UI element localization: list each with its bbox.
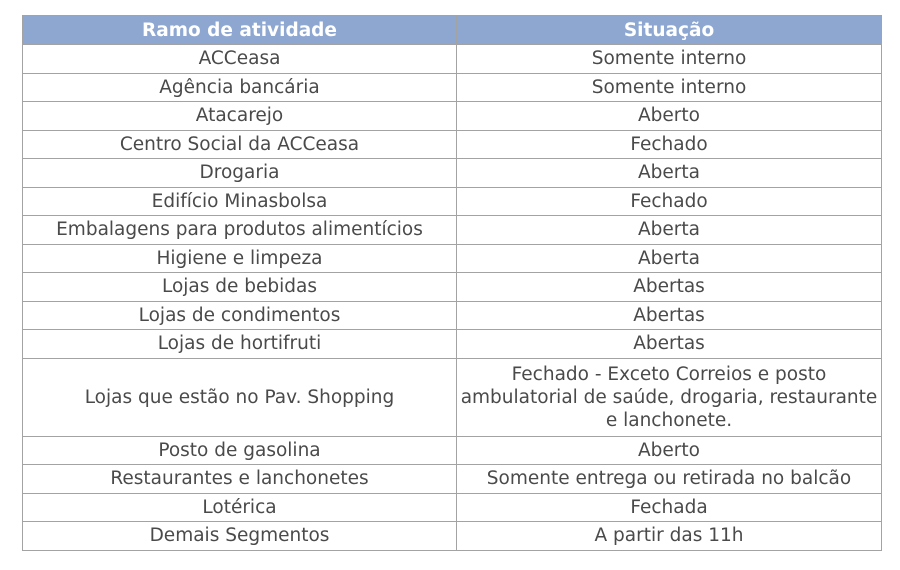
- cell-ramo: Centro Social da ACCeasa: [23, 130, 457, 159]
- table-row: [23, 330, 882, 359]
- cell-situacao: Aberto: [457, 436, 882, 465]
- cell-situacao: Somente interno: [457, 45, 882, 74]
- cell-ramo: Restaurantes e lanchonetes: [23, 465, 457, 494]
- cell-situacao: Aberta: [457, 216, 882, 245]
- table-row: [23, 436, 882, 465]
- cell-ramo: Lojas que estão no Pav. Shopping: [23, 358, 457, 436]
- cell-ramo: ACCeasa: [23, 45, 457, 74]
- table-row: [23, 73, 882, 102]
- cell-ramo: Lojas de condimentos: [23, 301, 457, 330]
- table-row: [23, 102, 882, 131]
- table-row: [23, 522, 882, 551]
- cell-situacao: Aberta: [457, 159, 882, 188]
- cell-ramo: Drogaria: [23, 159, 457, 188]
- table-header: [23, 16, 882, 45]
- table-row: [23, 301, 882, 330]
- header-row: [23, 16, 882, 45]
- table-row: [23, 465, 882, 494]
- cell-situacao: Aberta: [457, 244, 882, 273]
- cell-situacao: Fechada: [457, 493, 882, 522]
- cell-ramo: Lojas de hortifruti: [23, 330, 457, 359]
- status-table-container: [22, 15, 881, 551]
- cell-situacao: Abertas: [457, 273, 882, 302]
- status-table: [22, 15, 882, 551]
- table-row: [23, 187, 882, 216]
- cell-situacao: Fechado: [457, 130, 882, 159]
- cell-ramo: Atacarejo: [23, 102, 457, 131]
- table-row: [23, 159, 882, 188]
- table-row: [23, 216, 882, 245]
- cell-situacao: Somente entrega ou retirada no balcão: [457, 465, 882, 494]
- header-ramo-de-atividade: Ramo de atividade: [23, 16, 457, 45]
- cell-situacao: A partir das 11h: [457, 522, 882, 551]
- cell-situacao: Fechado: [457, 187, 882, 216]
- table-row: [23, 130, 882, 159]
- cell-situacao: Aberto: [457, 102, 882, 131]
- cell-situacao: Abertas: [457, 301, 882, 330]
- cell-ramo: Posto de gasolina: [23, 436, 457, 465]
- cell-ramo: Lotérica: [23, 493, 457, 522]
- cell-ramo: Higiene e limpeza: [23, 244, 457, 273]
- table-row: [23, 244, 882, 273]
- table-body: [23, 45, 882, 551]
- table-row: [23, 273, 882, 302]
- table-row: [23, 358, 882, 436]
- cell-ramo: Embalagens para produtos alimentícios: [23, 216, 457, 245]
- table-row: [23, 493, 882, 522]
- cell-ramo: Agência bancária: [23, 73, 457, 102]
- table-row: [23, 45, 882, 74]
- cell-situacao: Somente interno: [457, 73, 882, 102]
- cell-ramo: Demais Segmentos: [23, 522, 457, 551]
- cell-situacao: Fechado - Exceto Correios e posto ambulatorial de saúde, drogaria, restaurante e lanchonete.: [457, 358, 882, 436]
- header-situacao: Situação: [457, 16, 882, 45]
- cell-ramo: Edifício Minasbolsa: [23, 187, 457, 216]
- cell-ramo: Lojas de bebidas: [23, 273, 457, 302]
- cell-situacao: Abertas: [457, 330, 882, 359]
